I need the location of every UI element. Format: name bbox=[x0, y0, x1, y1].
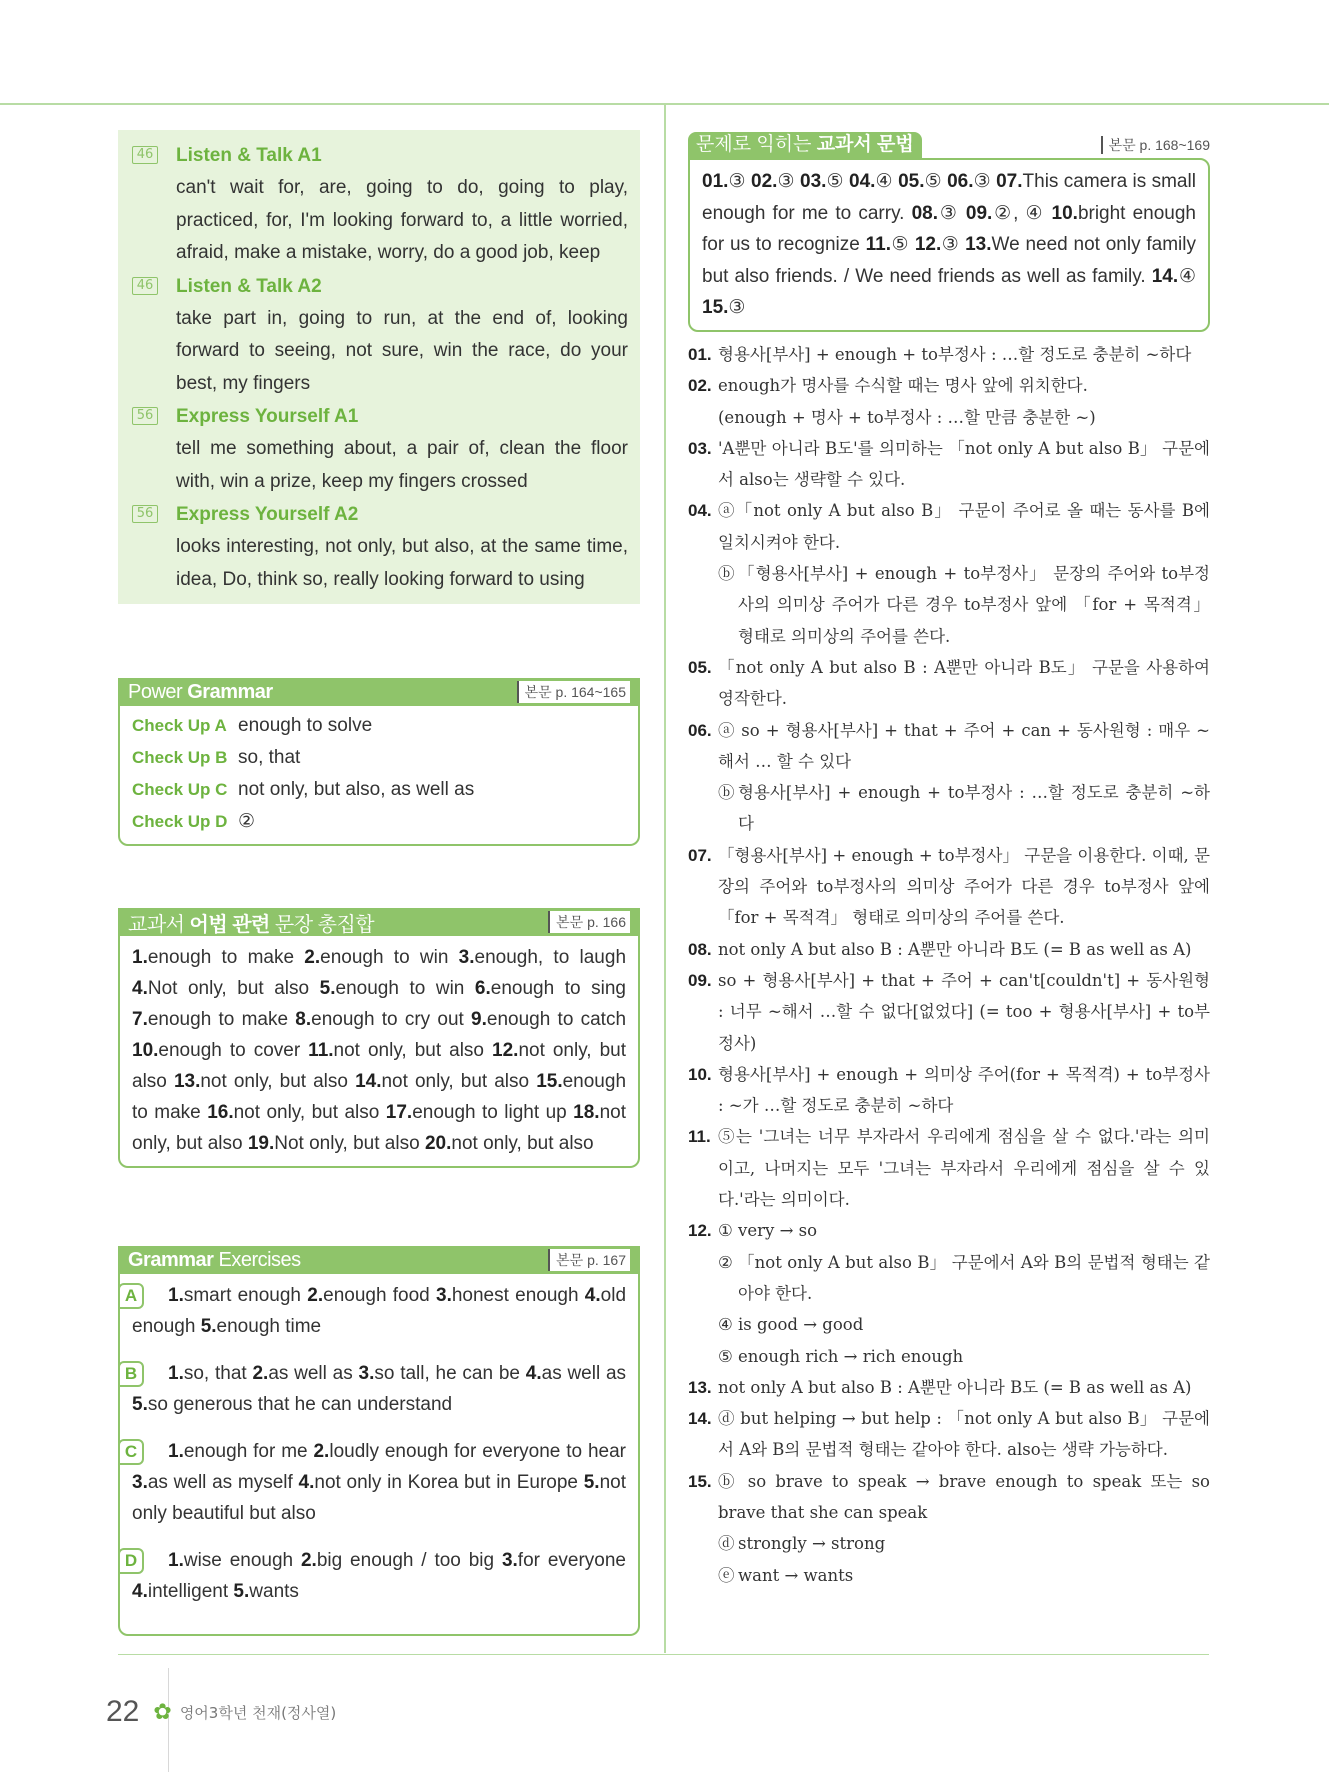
answer-number: 5. bbox=[319, 978, 336, 999]
check-up-label: Check Up D bbox=[132, 812, 228, 831]
answer-number: 6. bbox=[474, 978, 491, 999]
answer-text: wants bbox=[249, 1581, 299, 1602]
check-up-label: Check Up A bbox=[132, 716, 227, 735]
listen-talk-title: Express Yourself A2 bbox=[176, 504, 359, 525]
answer-text: enough for me bbox=[183, 1441, 308, 1462]
explanation-text: ⑤는 '그녀는 너무 부자라서 우리에게 점심을 살 수 없다.'라는 의미이고, 나머지는 모두 '그녀는 부자라서 우리에게 점심을 살 수 있다.'라는 의미이다. bbox=[718, 1127, 1210, 1210]
answer-text: not only in Korea but in Europe bbox=[314, 1472, 578, 1493]
answer-number: 12. bbox=[914, 234, 942, 255]
explanation-text: not only A but also B : A뿐만 아니라 B도 (= B as well as A) bbox=[718, 939, 1192, 959]
check-up-answer: enough to solve bbox=[238, 715, 373, 736]
answer-text: not only beautiful but also bbox=[132, 1472, 626, 1524]
power-grammar-title: Power Grammar bbox=[128, 680, 273, 703]
answer-text: enough to light up bbox=[412, 1102, 567, 1123]
check-up-answer: so, that bbox=[238, 747, 301, 768]
answer-number: 3. bbox=[458, 947, 475, 968]
exercise-group bbox=[124, 1545, 626, 1607]
explanation-text: 「형용사[부사] + enough + to부정사」 구문을 이용한다. 이때, 문장의 주어와 to부정사의 의미상 주어가 다른 경우 to부정사 앞에 「for + 목적격」 형태로 의미상의 주어를 쓴다. bbox=[718, 845, 1210, 928]
answer-text: Not only, but also bbox=[147, 978, 310, 999]
explanation-text: enough가 명사를 수식할 때는 명사 앞에 위치한다. bbox=[718, 376, 1088, 396]
page-badge: 56 bbox=[132, 505, 158, 523]
answer-text: smart enough bbox=[183, 1285, 302, 1306]
answer-text: ③ bbox=[728, 171, 746, 192]
answer-text: We need not only family but also friends. / We need friends as well as family. bbox=[702, 234, 1196, 287]
page-reference: 본문 p. 167 bbox=[548, 1249, 630, 1271]
explanation-subitem bbox=[688, 777, 1210, 840]
explanation-item bbox=[688, 652, 1210, 715]
explanation-text: so + 형용사[부사] + that + 주어 + can't[couldn't] + 동사원형 : 너무 ~해서 …할 수 없다[없었다] (= too + 형용사[부사] + to부정사) bbox=[718, 970, 1210, 1053]
answer-text: for everyone bbox=[517, 1550, 626, 1571]
book-title: 영어3학년 천재(정사열) bbox=[179, 1703, 337, 1722]
answer-text: enough time bbox=[216, 1316, 322, 1337]
explanation-subitem bbox=[688, 1341, 1210, 1372]
explanation-item bbox=[688, 840, 1210, 934]
answer-text: Not only, but also bbox=[274, 1133, 420, 1154]
explanation-item bbox=[688, 1372, 1210, 1403]
page-badge: 46 bbox=[132, 146, 158, 164]
listen-talk-title: Listen & Talk A1 bbox=[176, 145, 322, 166]
check-up-row bbox=[132, 742, 626, 774]
subitem-marker: ④ bbox=[718, 1315, 733, 1335]
explanation-number: 10. bbox=[688, 1064, 712, 1084]
explanations bbox=[688, 339, 1210, 1591]
answer-number: 5. bbox=[132, 1394, 148, 1415]
power-grammar-header bbox=[118, 678, 640, 706]
answer-number: 20. bbox=[424, 1133, 452, 1154]
listen-talk-title: Listen & Talk A2 bbox=[176, 275, 322, 297]
explanation-item bbox=[688, 965, 1210, 1059]
check-up-answer: not only, but also, as well as bbox=[238, 779, 475, 800]
answer-number: 3. bbox=[501, 1550, 518, 1571]
subitem-text: 「not only A but also B」 구문에서 A와 B의 문법적 형태는 같아야 한다. bbox=[738, 1252, 1210, 1303]
answer-number: 03. bbox=[800, 171, 827, 192]
subitem-text: enough rich → rich enough bbox=[738, 1346, 964, 1366]
explanation-item bbox=[688, 495, 1210, 558]
explanation-item bbox=[688, 1215, 1210, 1246]
check-up-label: Check Up C bbox=[132, 780, 228, 799]
listen-talk-item bbox=[132, 271, 628, 401]
answer-text: enough to make bbox=[147, 947, 295, 968]
answer-number: 2. bbox=[252, 1363, 269, 1384]
exercise-letter-badge: B bbox=[118, 1361, 144, 1387]
subitem-text: is good → good bbox=[738, 1315, 864, 1335]
explanation-text: 형용사[부사] + enough + 의미상 주어(for + 목적격) + to부정사 : ~가 …할 정도로 충분히 ~하다 bbox=[718, 1064, 1210, 1116]
answer-text: so generous that he can understand bbox=[147, 1394, 453, 1415]
explanation-subitem bbox=[688, 558, 1210, 652]
explanation-text: ⓐ「not only A but also B」 구문이 주어로 올 때는 동사를 B에 일치시켜야 한다. bbox=[718, 501, 1210, 552]
explanation-number: 15. bbox=[688, 1471, 712, 1491]
answer-number: 15. bbox=[536, 1071, 563, 1092]
explanation-subitem bbox=[688, 1560, 1210, 1591]
answer-text: ⑤ bbox=[924, 171, 942, 192]
answer-text: ②, ④ bbox=[992, 202, 1045, 224]
answer-number: 3. bbox=[436, 1285, 452, 1306]
answer-number: 19. bbox=[247, 1133, 275, 1154]
answer-number: 4. bbox=[132, 978, 148, 999]
explanation-number: 04. bbox=[688, 501, 712, 521]
answer-number: 1. bbox=[168, 1363, 184, 1384]
answer-text: so tall, he can be bbox=[374, 1363, 520, 1384]
power-grammar-box bbox=[118, 678, 640, 846]
explanation-item bbox=[688, 934, 1210, 965]
answer-text: enough to make bbox=[132, 1071, 627, 1123]
answer-number: 11. bbox=[865, 234, 891, 255]
check-up-row bbox=[132, 710, 626, 742]
explanation-text: 「not only A but also B : A뿐만 아니라 B도」 구문을 사용하여 영작한다. bbox=[718, 657, 1210, 709]
explanation-item bbox=[688, 1059, 1210, 1122]
check-up-label: Check Up B bbox=[132, 748, 228, 767]
explanation-item bbox=[688, 1121, 1210, 1215]
explanation-number: 11. bbox=[688, 1127, 711, 1147]
answer-text: big enough / too big bbox=[316, 1550, 495, 1571]
answer-number: 07. bbox=[996, 171, 1023, 192]
answer-number: 1. bbox=[168, 1550, 184, 1571]
answer-number: 5. bbox=[583, 1472, 600, 1493]
answer-number: 04. bbox=[849, 171, 876, 192]
explanation-subtext: (enough + 명사 + to부정사 : …할 만큼 충분한 ~) bbox=[718, 407, 1096, 427]
answer-number: 15. bbox=[702, 297, 729, 318]
listen-talk-box bbox=[118, 130, 640, 604]
answer-number: 1. bbox=[168, 1285, 184, 1306]
answer-text: ④ bbox=[1178, 265, 1196, 287]
answer-number: 14. bbox=[355, 1071, 382, 1092]
explanation-subitem bbox=[688, 1528, 1210, 1559]
page-reference: 본문 p. 164~165 bbox=[517, 681, 630, 703]
explanation-number: 01. bbox=[688, 345, 712, 364]
explanation-text: 'A뿐만 아니라 B도'를 의미하는 「not only A but also B」 구문에서 also는 생략할 수 있다. bbox=[718, 438, 1210, 490]
answer-text: not only, but also bbox=[451, 1133, 594, 1154]
answer-number: 01. bbox=[702, 171, 729, 192]
leaf-icon: ✿ bbox=[153, 1699, 172, 1725]
answer-number: 1. bbox=[132, 947, 148, 968]
explanation-number: 09. bbox=[688, 970, 712, 990]
answer-text: not only, but also bbox=[381, 1071, 530, 1092]
textbook-grammar-title: 문제로 익히는 교과서 문법 bbox=[688, 132, 922, 158]
answer-text: ⑤ bbox=[826, 171, 844, 192]
answer-text: enough to win bbox=[335, 978, 465, 999]
answer-text: This camera is small enough for me to carry. bbox=[702, 171, 1196, 224]
listen-talk-item bbox=[132, 401, 628, 498]
answer-text: as well as myself bbox=[147, 1472, 293, 1493]
answer-number: 12. bbox=[492, 1040, 519, 1061]
answer-number: 4. bbox=[584, 1285, 601, 1306]
answer-number: 10. bbox=[1051, 202, 1078, 224]
answer-text: ③ bbox=[938, 202, 959, 224]
explanation-number: 03. bbox=[688, 438, 712, 458]
explanation-item bbox=[688, 1403, 1210, 1466]
subitem-text: strongly → strong bbox=[738, 1534, 886, 1554]
answer-text: enough, to laugh bbox=[474, 947, 627, 968]
answer-text: not only, but also bbox=[200, 1071, 348, 1092]
answer-text: ③ bbox=[941, 234, 960, 255]
check-up-row bbox=[132, 774, 626, 806]
answer-number: 2. bbox=[304, 947, 321, 968]
check-up-answer: ② bbox=[238, 811, 256, 832]
answer-number: 5. bbox=[200, 1316, 217, 1337]
exercise-letter-badge: A bbox=[118, 1283, 144, 1309]
listen-talk-answer: tell me something about, a pair of, clean the floor with, win a prize, keep my fingers crossed bbox=[176, 438, 628, 492]
answer-number: 4. bbox=[525, 1363, 542, 1384]
answer-number: 5. bbox=[233, 1581, 250, 1602]
answer-number: 14. bbox=[1151, 265, 1179, 287]
answer-number: 8. bbox=[295, 1009, 312, 1030]
answer-text: not only, but also bbox=[333, 1040, 484, 1061]
answer-text: as well as bbox=[268, 1363, 353, 1384]
exercise-letter-badge: D bbox=[118, 1548, 144, 1574]
subitem-marker: ⓑ bbox=[718, 783, 735, 803]
exercise-group bbox=[124, 1280, 627, 1342]
explanation-number: 05. bbox=[688, 657, 712, 677]
answer-number: 02. bbox=[751, 171, 778, 192]
answer-text: bright enough for us to recognize bbox=[702, 202, 1197, 255]
answer-number: 18. bbox=[573, 1102, 600, 1123]
subitem-marker: ⓓ bbox=[718, 1534, 735, 1554]
answer-text: honest enough bbox=[451, 1285, 579, 1306]
answer-text: enough to make bbox=[147, 1009, 289, 1030]
answer-text: ④ bbox=[875, 171, 893, 192]
answer-text: so, that bbox=[183, 1363, 247, 1384]
answer-text: wise enough bbox=[183, 1550, 294, 1571]
answer-text: enough to cover bbox=[158, 1040, 301, 1061]
explanation-number: 08. bbox=[688, 939, 712, 959]
answer-number: 7. bbox=[132, 1009, 148, 1030]
page-reference: 본문 p. 168~169 bbox=[1101, 136, 1210, 154]
explanation-text: not only A but also B : A뿐만 아니라 B도 (= B as well as A) bbox=[718, 1377, 1192, 1397]
sentence-collection-header bbox=[118, 908, 640, 936]
listen-talk-answer: take part in, going to run, at the end of, looking forward to seeing, not sure, win the race, do your best, my fingers bbox=[176, 307, 628, 394]
answer-number: 08. bbox=[911, 202, 939, 224]
page-footer bbox=[106, 1695, 336, 1729]
answer-text: as well as bbox=[541, 1363, 627, 1384]
page-reference: 본문 p. 166 bbox=[548, 911, 630, 933]
explanation-text: ⓓ but helping → but help : 「not only A but also B」 구문에서 A와 B의 문법적 형태는 같아야 한다. also는 생략 가능하다. bbox=[718, 1409, 1210, 1460]
listen-talk-item bbox=[132, 140, 628, 270]
exercise-letter-badge: C bbox=[118, 1439, 144, 1465]
explanation-number: 02. bbox=[688, 376, 712, 396]
answer-number: 9. bbox=[471, 1009, 487, 1030]
answer-number: 05. bbox=[898, 171, 925, 192]
answer-text: old enough bbox=[132, 1285, 627, 1337]
page-number: 22 bbox=[106, 1695, 140, 1728]
grammar-exercises-title: Grammar Exercises bbox=[128, 1248, 301, 1271]
subitem-marker: ② bbox=[718, 1252, 733, 1272]
explanation-item bbox=[688, 339, 1210, 370]
explanation-item bbox=[688, 370, 1210, 401]
column-divider bbox=[664, 103, 666, 1653]
answer-text: ③ bbox=[728, 297, 746, 318]
answer-number: 13. bbox=[965, 234, 992, 255]
page-badge: 46 bbox=[132, 277, 158, 295]
explanation-text: ① very → so bbox=[718, 1221, 818, 1241]
explanation-number: 14. bbox=[688, 1409, 712, 1429]
answer-number: 13. bbox=[173, 1071, 201, 1092]
answer-number: 4. bbox=[298, 1472, 315, 1493]
answer-number: 17. bbox=[385, 1102, 413, 1123]
answer-number: 3. bbox=[132, 1472, 148, 1493]
explanation-item bbox=[688, 715, 1210, 778]
listen-talk-answer: looks interesting, not only, but also, at the same time, idea, Do, think so, really looking forward to using bbox=[176, 536, 628, 590]
answer-text: ③ bbox=[777, 171, 795, 192]
answer-text: loudly enough for everyone to hear bbox=[329, 1441, 626, 1462]
grammar-exercises-box bbox=[118, 1246, 640, 1636]
answer-text: ③ bbox=[973, 171, 991, 192]
answer-number: 10. bbox=[132, 1040, 159, 1061]
check-up-row bbox=[132, 806, 626, 838]
answer-number: 11. bbox=[308, 1040, 334, 1061]
subitem-marker: ⓑ bbox=[718, 564, 735, 584]
subitem-text: 형용사[부사] + enough + to부정사 : …할 정도로 충분히 ~하다 bbox=[738, 783, 1210, 834]
explanation-item bbox=[688, 433, 1210, 496]
explanation-item bbox=[688, 1466, 1210, 1529]
sentence-collection-answers bbox=[120, 936, 638, 1159]
answer-number: 2. bbox=[307, 1285, 324, 1306]
exercise-group bbox=[124, 1436, 626, 1529]
answer-text: ⑤ bbox=[891, 234, 910, 255]
sentence-collection-box bbox=[118, 908, 640, 1168]
answer-number: 4. bbox=[132, 1581, 148, 1602]
answer-text: not only, but also bbox=[132, 1040, 627, 1092]
answer-text: enough to win bbox=[320, 947, 449, 968]
answer-number: 09. bbox=[965, 202, 993, 224]
explanation-number: 13. bbox=[688, 1377, 712, 1397]
subitem-text: 「형용사[부사] + enough + to부정사」 문장의 주어와 to부정사의 의미상 주어가 다른 경우 to부정사 앞에 「for + 목적격」 형태로 의미상의 주어를 쓴다. bbox=[738, 564, 1210, 646]
subitem-marker: ⓔ bbox=[718, 1565, 735, 1585]
listen-talk-item bbox=[132, 499, 628, 596]
listen-talk-answer: can't wait for, are, going to do, going to play, practiced, for, I'm looking forward to, a little worried, afraid, make a mistake, worry, do a good job, keep bbox=[176, 177, 628, 263]
subitem-marker: ⑤ bbox=[718, 1346, 733, 1366]
answer-text: not only, but also bbox=[132, 1102, 627, 1154]
subitem-text: want → wants bbox=[738, 1565, 854, 1585]
answer-text: enough to sing bbox=[490, 978, 626, 999]
explanation-subitem bbox=[688, 1309, 1210, 1340]
explanation-text: ⓑ so brave to speak → brave enough to speak 또는 so brave that she can speak bbox=[718, 1471, 1210, 1522]
textbook-grammar-header bbox=[688, 132, 1210, 158]
explanation-number: 07. bbox=[688, 845, 712, 865]
explanation-number: 12. bbox=[688, 1221, 712, 1241]
explanation-number: 06. bbox=[688, 720, 712, 740]
answer-number: 3. bbox=[358, 1363, 375, 1384]
answer-text: not only, but also bbox=[233, 1102, 380, 1123]
answer-number: 1. bbox=[168, 1441, 184, 1462]
answer-text: enough to cry out bbox=[311, 1009, 464, 1030]
answer-number: 16. bbox=[207, 1102, 234, 1123]
textbook-grammar-box bbox=[688, 158, 1210, 332]
listen-talk-title: Express Yourself A1 bbox=[176, 406, 359, 427]
answer-number: 2. bbox=[313, 1441, 330, 1462]
sentence-collection-title: 교과서 어법 관련 문장 총집합 bbox=[128, 913, 375, 936]
answer-number: 2. bbox=[300, 1550, 317, 1571]
exercise-group bbox=[124, 1358, 627, 1420]
explanation-subitem bbox=[688, 1247, 1210, 1310]
explanation-text: ⓐ so + 형용사[부사] + that + 주어 + can + 동사원형 : 매우 ~해서 … 할 수 있다 bbox=[718, 720, 1210, 771]
grammar-exercises-header bbox=[118, 1246, 640, 1274]
answer-number: 06. bbox=[947, 171, 974, 192]
bottom-rule bbox=[118, 1654, 1209, 1655]
answer-text: intelligent bbox=[147, 1581, 229, 1602]
explanation-text: 형용사[부사] + enough + to부정사 : …할 정도로 충분히 ~하다 bbox=[718, 345, 1192, 364]
answer-text: enough food bbox=[323, 1285, 430, 1306]
answer-text: enough to catch bbox=[486, 1009, 627, 1030]
page-badge: 56 bbox=[132, 407, 158, 425]
textbook-grammar-answers bbox=[702, 166, 1196, 324]
